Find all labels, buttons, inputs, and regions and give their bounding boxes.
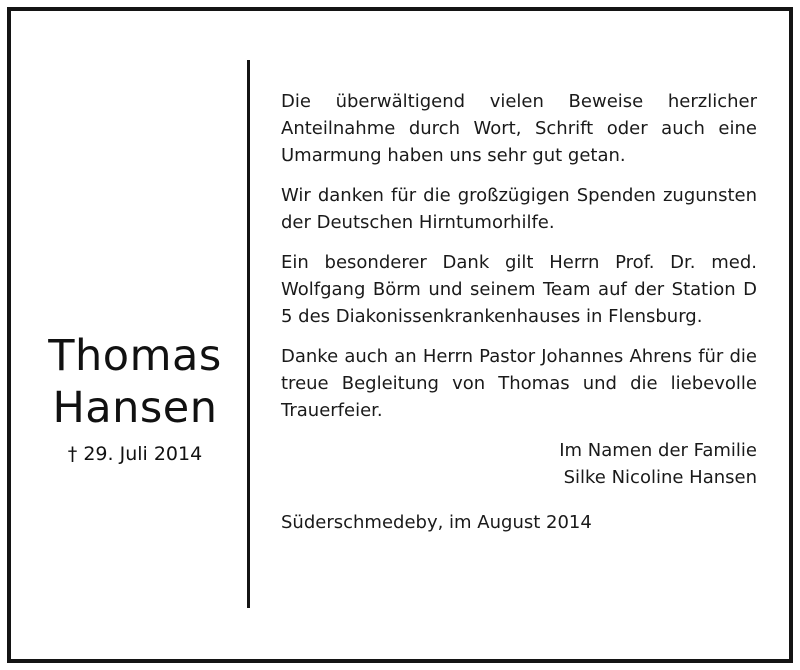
signature-line-name: Silke Nicoline Hansen	[563, 467, 757, 488]
death-date: † 29. Juli 2014	[67, 443, 203, 465]
deceased-last-name: Hansen	[52, 383, 218, 433]
vertical-divider	[247, 60, 250, 608]
signature-block	[281, 437, 757, 491]
signature-line-family: Im Namen der Familie	[559, 440, 757, 461]
paragraph-pastor: Danke auch an Herrn Pastor Johannes Ahrens für die treue Begleitung von Thomas und die liebevolle Trauerfeier.	[281, 346, 757, 421]
paragraph-condolences: Die überwältigend vielen Beweise herzlicher Anteilnahme durch Wort, Schrift oder auch eine Umarmung haben uns sehr gut getan.	[281, 91, 757, 166]
paragraph-medical-team: Ein besonderer Dank gilt Herrn Prof. Dr. med. Wolfgang Börm und seinem Team auf der Station D 5 des Diakonissenkrankenhauses in Flensburg.	[281, 252, 757, 327]
deceased-block	[35, 330, 235, 468]
deceased-first-name: Thomas	[48, 331, 222, 381]
thank-you-text	[281, 88, 757, 549]
paragraph-donations: Wir danken für die großzügigen Spenden zugunsten der Deutschen Hirntumorhilfe.	[281, 185, 757, 233]
place-date: Süderschmedeby, im August 2014	[281, 512, 592, 533]
